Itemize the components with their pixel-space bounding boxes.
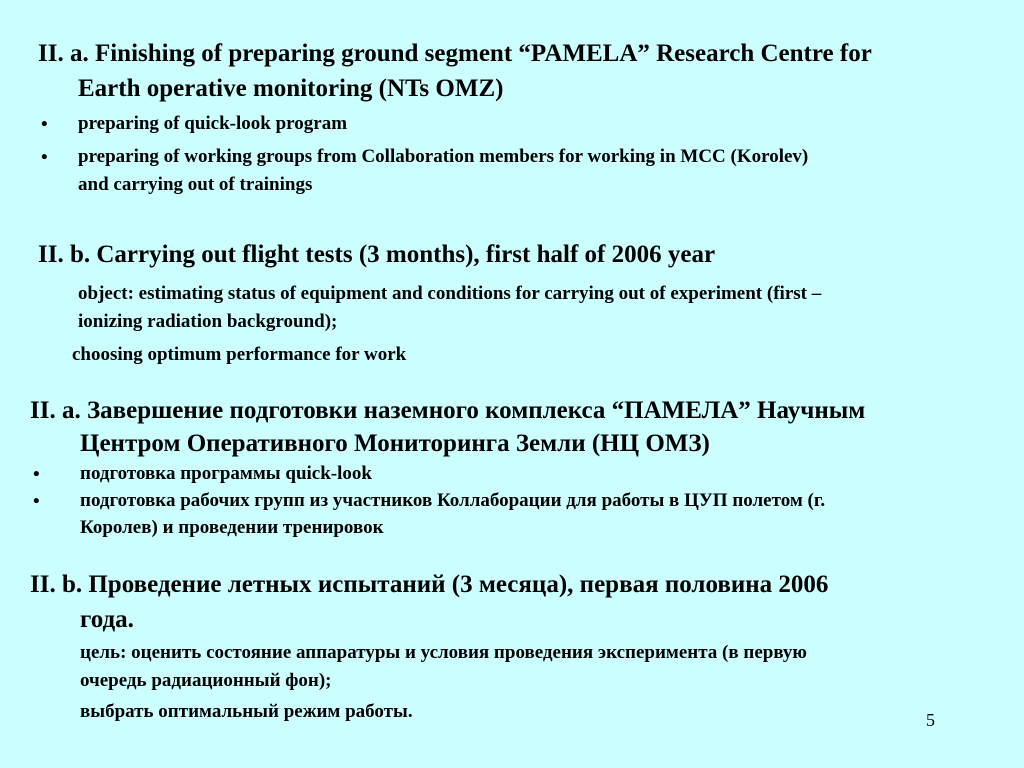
ru-section-a-heading-line1: II. a. Завершение подготовки наземного комплекса “ПАМЕЛА” Научным [30,397,866,424]
ru-bullet-2-text-line1: подготовка рабочих групп из участников Коллаборации для работы в ЦУП полетом (г. [80,490,826,511]
en-object-line1: object: estimating status of equipment and conditions for carrying out of experiment (first – [78,283,822,304]
en-bullet-1-text: preparing of quick-look program [78,113,348,134]
ru-bullet-2-text-line2: Королев) и проведении тренировок [80,517,384,538]
ru-section-b-heading-line2: года. [80,606,134,633]
ru-section-a-heading-line2: Центром Оперативного Мониторинга Земли (НЦ ОМЗ) [80,430,710,457]
ru-section-b-heading-line1: II. b. Проведение летных испытаний (3 месяца), первая половина 2006 [30,571,829,598]
en-bullet-1-symbol: • [41,114,48,135]
ru-goal-line2: очередь радиационный фон); [80,670,332,691]
ru-bullet-1-symbol: • [33,464,40,485]
en-section-b-heading: II. b. Carrying out flight tests (3 months), first half of 2006 year [38,241,716,268]
ru-bullet-1-text: подготовка программы quick-look [80,463,372,484]
en-choose-line: choosing optimum performance for work [72,344,407,365]
ru-bullet-2-symbol: • [33,491,40,512]
en-bullet-2-text-line1: preparing of working groups from Collaboration members for working in MCC (Korolev) [78,146,809,167]
en-bullet-2-text-line2: and carrying out of trainings [78,174,313,195]
en-bullet-2-symbol: • [41,147,48,168]
en-object-line2: ionizing radiation background); [78,311,338,332]
page-number: 5 [926,710,935,730]
en-section-a-heading-line2: Earth operative monitoring (NTs OMZ) [78,75,504,102]
ru-choose-line: выбрать оптимальный режим работы. [80,701,413,722]
en-section-a-heading-line1: II. a. Finishing of preparing ground segment “PAMELA” Research Centre for [38,40,872,67]
ru-goal-line1: цель: оценить состояние аппаратуры и условия проведения эксперимента (в первую [80,642,807,663]
